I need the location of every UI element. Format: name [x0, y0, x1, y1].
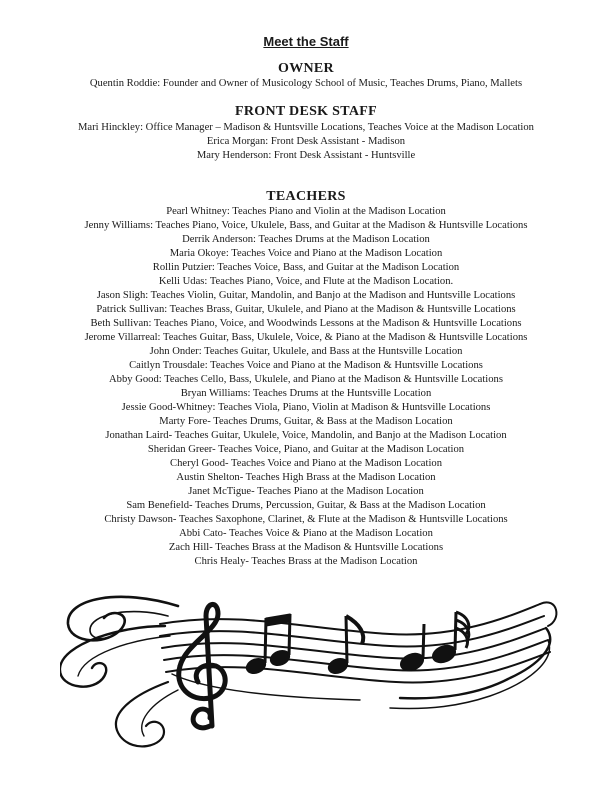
teacher-line: Janet McTigue- Teaches Piano at the Madison Location: [188, 486, 424, 497]
teachers-list: [0, 205, 612, 569]
teacher-line: Chris Healy- Teaches Brass at the Madison Location: [194, 556, 418, 567]
teacher-line: Abbi Cato- Teaches Voice & Piano at the Madison Location: [179, 528, 433, 539]
teacher-line: Cheryl Good- Teaches Voice and Piano at the Madison Location: [170, 458, 442, 469]
front-desk-line: Mari Hinckley: Office Manager – Madison & Huntsville Locations, Teaches Voice at the Madison Location: [78, 122, 534, 133]
teacher-line: Abby Good: Teaches Cello, Bass, Ukulele, and Piano at the Madison & Huntsville Locations: [109, 374, 503, 385]
teacher-line: Jonathan Laird- Teaches Guitar, Ukulele, Voice, Mandolin, and Banjo at the Madison Location: [105, 430, 507, 441]
owner-list: [0, 77, 612, 91]
page-title: Meet the Staff: [263, 34, 349, 49]
teacher-line: Maria Okoye: Teaches Voice and Piano at the Madison Location: [169, 248, 443, 259]
front-desk-line: Erica Morgan: Front Desk Assistant - Madison: [206, 136, 406, 147]
teacher-line: Caitlyn Trousdale: Teaches Voice and Piano at the Madison & Huntsville Locations: [129, 360, 483, 371]
teacher-line: Bryan Williams: Teaches Drums at the Huntsville Location: [180, 388, 432, 399]
teacher-line: Christy Dawson- Teaches Saxophone, Clarinet, & Flute at the Madison & Huntsville Locations: [104, 514, 508, 525]
teacher-line: Marty Fore- Teaches Drums, Guitar, & Bass at the Madison Location: [159, 416, 453, 427]
front-desk-heading: FRONT DESK STAFF: [235, 104, 377, 119]
teacher-line: Jerome Villarreal: Teaches Guitar, Bass, Ukulele, Voice, & Piano at the Madison & Huntsville Locations: [84, 332, 528, 343]
teacher-line: Jason Sligh: Teaches Violin, Guitar, Mandolin, and Banjo at the Madison and Huntsville Locations: [96, 290, 516, 301]
owner-line: Quentin Roddie: Founder and Owner of Musicology School of Music, Teaches Drums, Piano, Mallets: [89, 78, 523, 89]
teacher-line: Pearl Whitney: Teaches Piano and Violin at the Madison Location: [166, 206, 446, 217]
teacher-line: Kelli Udas: Teaches Piano, Voice, and Flute at the Madison Location.: [158, 276, 454, 287]
teacher-line: Rollin Putzier: Teaches Voice, Bass, and Guitar at the Madison Location: [152, 262, 460, 273]
teacher-line: Sam Benefield- Teaches Drums, Percussion, Guitar, & Bass at the Madison Location: [126, 500, 486, 511]
owner-heading: OWNER: [278, 61, 334, 76]
teacher-line: Derrik Anderson: Teaches Drums at the Madison Location: [182, 234, 430, 245]
teacher-line: Jenny Williams: Teaches Piano, Voice, Ukulele, Bass, and Guitar at the Madison & Huntsville Locations: [84, 220, 528, 231]
teacher-line: Beth Sullivan: Teaches Piano, Voice, and Woodwinds Lessons at the Madison & Huntsville Locations: [90, 318, 522, 329]
teacher-line: Jessie Good-Whitney: Teaches Viola, Piano, Violin at Madison & Huntsville Locations: [121, 402, 491, 413]
teacher-line: John Onder: Teaches Guitar, Ukulele, and Bass at the Huntsville Location: [149, 346, 463, 357]
teacher-line: Sheridan Greer- Teaches Voice, Piano, and Guitar at the Madison Location: [147, 444, 465, 455]
front-desk-list: [0, 121, 612, 163]
music-staff-clef-notes-icon: [60, 586, 560, 766]
teacher-line: Austin Shelton- Teaches High Brass at the Madison Location: [176, 472, 436, 483]
teacher-line: Patrick Sullivan: Teaches Brass, Guitar, Ukulele, and Piano at the Madison & Huntsville Locations: [96, 304, 516, 315]
teacher-line: Zach Hill- Teaches Brass at the Madison & Huntsville Locations: [168, 542, 444, 553]
front-desk-line: Mary Henderson: Front Desk Assistant - Huntsville: [196, 150, 416, 161]
teachers-heading: TEACHERS: [266, 189, 346, 204]
